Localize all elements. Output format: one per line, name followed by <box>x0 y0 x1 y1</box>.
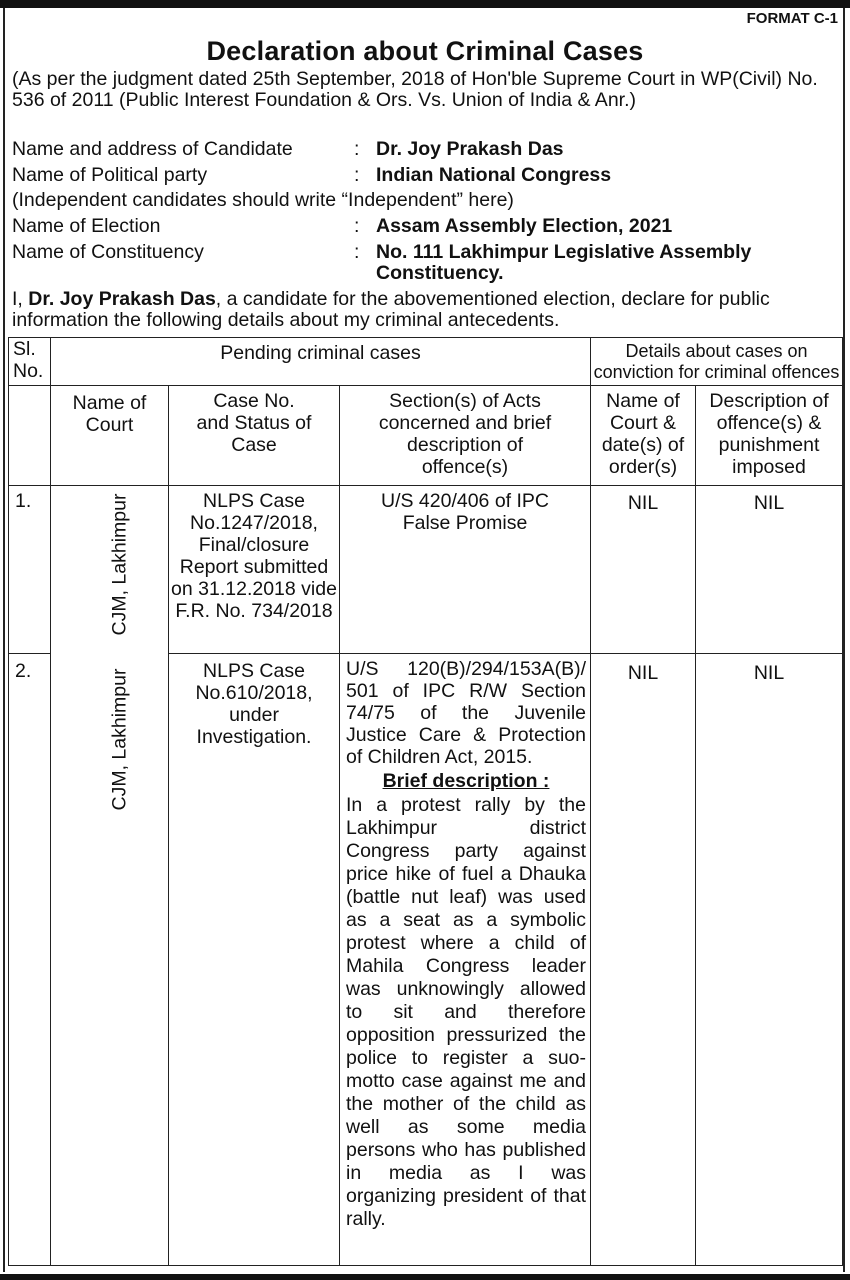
sections-header: Section(s) of Acts concerned and brief description of offence(s) <box>340 386 591 486</box>
sl-no-subheader-empty <box>9 386 51 486</box>
declaration-suffix: , a candidate for the abovementioned election, declare for public information the following details about my criminal antecedents. <box>12 288 770 331</box>
brief-description-heading: Brief description : <box>382 770 550 792</box>
table-row <box>9 654 843 1266</box>
pending-cases-header: Pending criminal cases <box>51 338 591 386</box>
row-1-conviction-description: NIL <box>696 486 843 654</box>
declaration-statement <box>12 289 842 331</box>
sl-no-header: Sl. No. <box>9 338 51 386</box>
candidate-name-label: Name and address of Candidate <box>12 138 293 160</box>
row-2-conviction-description: NIL <box>696 654 843 1266</box>
row-2-court-vertical: CJM, Lakhimpur <box>108 668 131 811</box>
row-1-court-vertical: CJM, Lakhimpur <box>108 493 131 636</box>
table-header-row <box>9 338 843 386</box>
candidate-name-value: Dr. Joy Prakash Das <box>376 138 564 160</box>
case-status-header: Case No. and Status of Case <box>169 386 340 486</box>
conviction-court-header: Name of Court & date(s) of order(s) <box>591 386 696 486</box>
row-2-sections-cell <box>340 654 591 1266</box>
colon: : <box>354 241 360 263</box>
row-2-conviction-court: NIL <box>591 654 696 1266</box>
row-2-case: NLPS Case No.610/2018, under Investigation. <box>169 654 340 1266</box>
row-1-sections: U/S 420/406 of IPC False Promise <box>340 486 591 654</box>
constituency-label: Name of Constituency <box>12 241 204 263</box>
party-value: Indian National Congress <box>376 164 612 186</box>
constituency-value-line1: No. 111 Lakhimpur Legislative Assembly <box>376 241 752 263</box>
colon: : <box>354 215 360 237</box>
document-title: Declaration about Criminal Cases <box>206 36 644 66</box>
format-code: FORMAT C-1 <box>746 10 838 27</box>
election-value: Assam Assembly Election, 2021 <box>376 215 673 237</box>
bottom-border <box>0 1274 850 1280</box>
constituency-value-line2: Constituency. <box>376 262 504 284</box>
election-label: Name of Election <box>12 215 161 237</box>
row-2-sl: 2. <box>9 654 51 1266</box>
judgment-reference: (As per the judgment dated 25th September, 2018 of Hon'ble Supreme Court in WP(Civil) No. 536 of 2011 (Public Interest Foundation & Ors. Vs. Union of India & Anr.) <box>12 68 818 111</box>
party-label: Name of Political party <box>12 164 208 186</box>
top-border <box>0 0 850 8</box>
conviction-header: Details about cases on conviction for criminal offences <box>591 338 843 386</box>
conviction-description-header: Description of offence(s) & punishment imposed <box>696 386 843 486</box>
criminal-cases-table <box>8 337 843 1266</box>
table-subheader-row <box>9 386 843 486</box>
row-1-conviction-court: NIL <box>591 486 696 654</box>
independent-note: (Independent candidates should write “Independent” here) <box>12 189 514 211</box>
table-row <box>9 486 843 654</box>
row-2-sections: U/S 120(B)/294/153A(B)/ 501 of IPC R/W Section 74/75 of the Juvenile Justice Care & Protection of Children Act, 2015. <box>346 658 586 768</box>
row-1-case: NLPS Case No.1247/2018, Final/closure Report submitted on 31.12.2018 vide F.R. No. 734/2018 <box>169 486 340 654</box>
court-name-header: Name of Court <box>51 386 169 486</box>
declaration-candidate-name: Dr. Joy Prakash Das <box>28 288 216 310</box>
colon: : <box>354 164 360 186</box>
colon: : <box>354 138 360 160</box>
declaration-prefix: I, <box>12 288 29 310</box>
brief-description-text: In a protest rally by the Lakhimpur district Congress party against price hike of fuel a Dhauka (battle nut leaf) was used as a seat as a symbolic protest where a child of Mahila Congress leader was unknowingly allowed to sit and therefore opposition pressurized the police to register a suo-motto case against me and the mother of the child as well as some media persons who has published in media as I was organizing president of that rally. <box>346 794 586 1230</box>
row-1-sl: 1. <box>9 486 51 654</box>
